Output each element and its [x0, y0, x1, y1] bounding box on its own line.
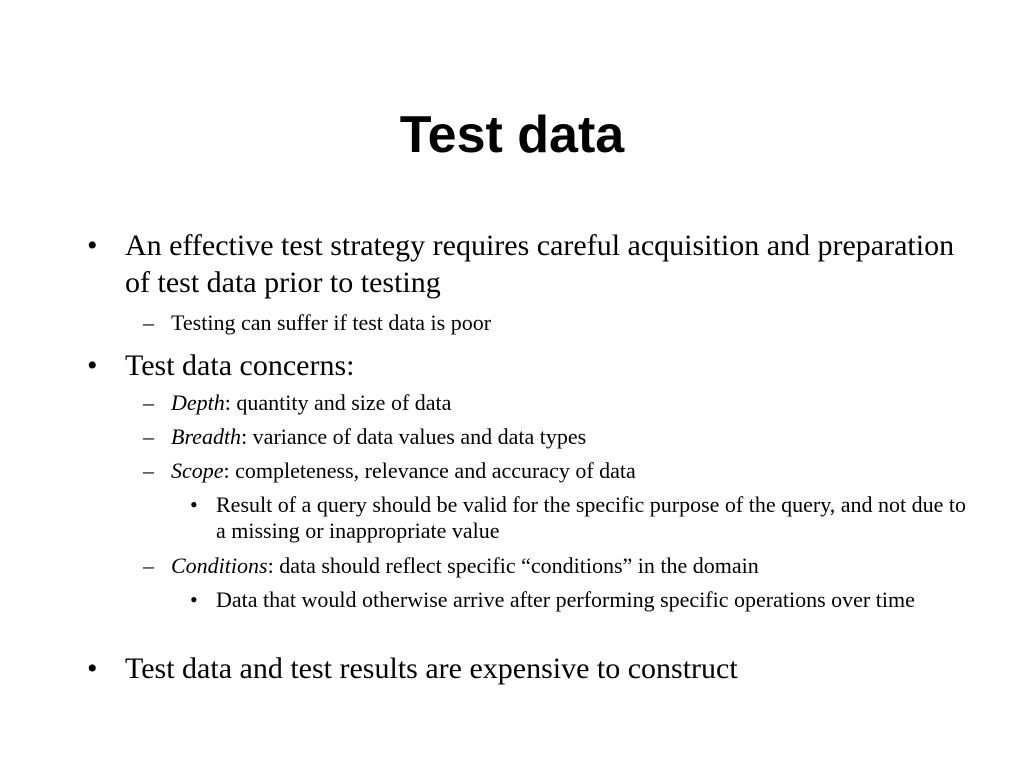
bullet-text: An effective test strategy requires careful acquisition and preparation of test data prior to testing [125, 229, 955, 299]
sub-sub-bullet-item [190, 587, 976, 613]
bullet-text: Test data and test results are expensive to construct [125, 652, 738, 685]
bullet-marker: • [190, 587, 198, 612]
sub-bullet-item [143, 552, 971, 580]
bullet-text: Test data concerns: [125, 349, 355, 382]
term-depth: Depth [171, 390, 225, 415]
sub-bullet-item [143, 309, 971, 337]
term-conditions: Conditions [171, 553, 268, 578]
bullet-marker: • [190, 492, 198, 517]
sub-bullet-item [143, 423, 971, 451]
bullet-marker: • [87, 652, 98, 685]
dash-marker: – [143, 553, 154, 578]
term-breadth: Breadth [171, 424, 242, 449]
dash-marker: – [143, 390, 154, 415]
sub-sub-bullet-item [190, 492, 976, 544]
dash-marker: – [143, 424, 154, 449]
slide-title: Test data [399, 106, 625, 164]
bullet-marker: • [87, 349, 98, 382]
sub-bullet-text: : quantity and size of data [224, 390, 452, 415]
sub-sub-bullet-text: Data that would otherwise arrive after performing specific operations over time [216, 587, 915, 612]
dash-marker: – [143, 310, 154, 335]
term-scope: Scope [171, 458, 224, 483]
sub-bullet-item [143, 457, 971, 485]
bullet-marker: • [87, 229, 98, 262]
sub-bullet-text: : variance of data values and data types [241, 424, 587, 449]
bullet-item [87, 650, 985, 687]
bullet-item [87, 347, 985, 384]
sub-bullet-item [143, 389, 971, 417]
sub-sub-bullet-text: Result of a query should be valid for the specific purpose of the query, and not due to a missing or inappropriate value [216, 492, 967, 543]
sub-bullet-text: Testing can suffer if test data is poor [171, 310, 492, 335]
sub-bullet-text: : data should reflect specific “conditions” in the domain [267, 553, 759, 578]
bullet-item [87, 227, 985, 301]
sub-bullet-text: : completeness, relevance and accuracy of data [223, 458, 636, 483]
dash-marker: – [143, 458, 154, 483]
